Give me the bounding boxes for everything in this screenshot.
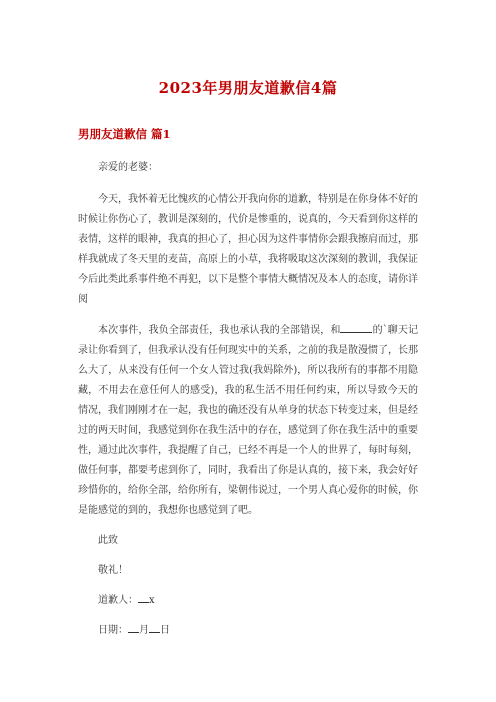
signature-label: 道歉人： (98, 595, 138, 606)
greeting-line: 亲爱的老婆： (98, 162, 158, 173)
date-line (78, 621, 418, 641)
closing-salutation: 此致 (98, 535, 118, 546)
month-blank (128, 621, 139, 633)
day-blank (149, 621, 160, 633)
blank-underline (340, 321, 372, 333)
paragraph-2 (78, 321, 418, 521)
closing-regards: 敬礼！ (98, 565, 128, 576)
signature-suffix: x (149, 595, 155, 606)
date-label: 日期： (98, 625, 128, 636)
section-heading: 男朋友道歉信 篇1 (78, 127, 171, 141)
paragraph-2-part-a: 本次事件，我负全部责任，我也承认我的全部错误，和 (98, 325, 341, 336)
paragraph-2-part-b: 的`聊天记录让你看到了，但我承认没有任何现实中的关系，之前的我是散漫惯了，长那么大了，从来没有任何一个女人管过我(我妈除外)，所以我所有的事都不用隐藏，不用去在意任何人的感受)，我的私生活不用任何约束，所以导致今天的情况，我们刚刚才在一起，我也的确还没有从单身的状态下转变过来，但是经过的两天时间，我感觉到你在我生活中的存在，感觉到了你在我生活中的重要性，通过此次事件，我提醒了自己，已经不再是一个人的世界了，每时每刻，做任何事，都要考虑到你了，同时，我看出了你是认真的，接下来，我会好好珍惜你的，给你全部，给你所有，梁朝伟说过，一个男人真心爱你的时候，你是能感觉的到的，我想你也感觉到了吧。 (78, 325, 419, 516)
signature-line (78, 591, 418, 611)
paragraph-1: 今天，我怀着无比愧疚的心情公开我向你的道歉，特别是在你身体不好的时候让你伤心了，教训是深刻的，代价是惨重的，说真的，今天看到你这样的表情，这样的眼神，我真的担心了，担心因为这件事情你会跟我擦肩而过，那样我就成了冬天里的麦苗，高原上的小草，我将吸取这次深刻的教训，我保证今后此类此系事件绝不再犯，以下是整个事情大概情况及本人的态度，请你详阅 (78, 194, 418, 305)
signature-blank (138, 591, 149, 603)
date-month: 月 (139, 625, 149, 636)
document-title: 2023年男朋友道歉信4篇 (158, 79, 338, 97)
date-day: 日 (160, 625, 170, 636)
